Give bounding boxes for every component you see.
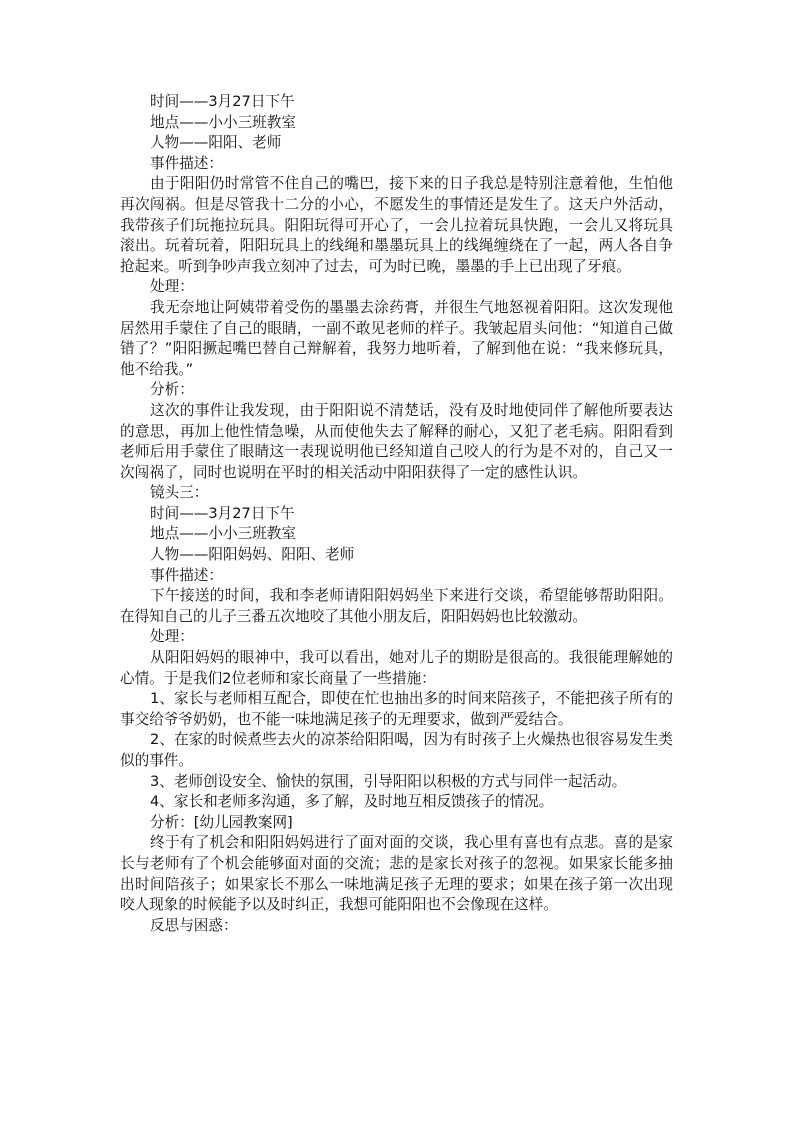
document-body bbox=[120, 92, 673, 936]
analysis-heading: 分析： bbox=[150, 381, 194, 399]
time-line: 时间——3月27日下午 bbox=[150, 93, 295, 110]
measure-item-1: 1、家长与老师相互配合，即使在忙也抽出多的时间来陪孩子，不能把孩子所有的事交给爷爷奶奶，也不能一味地满足孩子的无理要求，做到严爱结合。 bbox=[120, 690, 673, 728]
analysis-paragraph: 这次的事件让我发现，由于阳阳说不清楚话，没有及时地使同伴了解他所要表达的意思，再加上他性情急噪，从而使他失去了解释的耐心，又犯了老毛病。阳阳看到老师后用手蒙住了眼睛这一表现说明他已经知道自己咬人的行为是不对的，自己又一次闯祸了，同时也说明在平时的相关活动中阳阳获得了一定的感性认识。 bbox=[120, 401, 673, 481]
measure-item-2: 2、在家的时候煮些去火的凉茶给阳阳喝，因为有时孩子上火燥热也很容易发生类似的事件。 bbox=[120, 731, 673, 769]
handling-paragraph: 我无奈地让阿姨带着受伤的墨墨去涂药膏，并很生气地怒视着阳阳。这次发现他居然用手蒙住了自己的眼睛，一副不敢见老师的样子。我皱起眉头问他：“知道自己做错了？”阳阳撅起嘴巴替自己辩解着，我努力地听着，了解到他在说：“我来修玩具，他不给我。” bbox=[120, 298, 673, 378]
time-line: 时间——3月27日下午 bbox=[150, 504, 295, 522]
analysis-heading: 分析：[幼儿园教案网] bbox=[150, 813, 293, 831]
location-line: 地点——小小三班教室 bbox=[150, 525, 296, 543]
handling-heading: 处理： bbox=[150, 628, 194, 646]
location-line: 地点——小小三班教室 bbox=[150, 113, 296, 131]
handling-paragraph: 从阳阳妈妈的眼神中，我可以看出，她对儿子的期盼是很高的。我很能理解她的心情。于是我们2位老师和家长商量了一些措施： bbox=[120, 649, 673, 687]
people-line: 人物——阳阳妈妈、阳阳、老师 bbox=[150, 546, 355, 564]
reflection-heading: 反思与困惑： bbox=[150, 916, 238, 934]
measure-item-4: 4、家长和老师多沟通，多了解，及时地互相反馈孩子的情况。 bbox=[150, 793, 554, 811]
event-heading: 事件描述： bbox=[150, 154, 223, 172]
event-heading: 事件描述： bbox=[150, 566, 223, 584]
analysis-paragraph: 终于有了机会和阳阳妈妈进行了面对面的交谈，我心里有喜也有点悲。喜的是家长与老师有了个机会能够面对面的交流；悲的是家长对孩子的忽视。如果家长能多抽出时间陪孩子；如果家长不那么一味地满足孩子无理的要求；如果在孩子第一次出现咬人现象的时候能予以及时纠正，我想可能阳阳也不会像现在这样。 bbox=[120, 834, 673, 914]
people-line: 人物——阳阳、老师 bbox=[150, 134, 282, 152]
event-description-paragraph: 由于阳阳仍时常管不住自己的嘴巴，接下来的日子我总是特别注意着他，生怕他再次闯祸。但是尽管我十二分的小心，不愿发生的事情还是发生了。这天户外活动，我带孩子们玩拖拉玩具。阳阳玩得可开心了，一会儿拉着玩具快跑，一会儿又将玩具滚出。玩着玩着，阳阳玩具上的线绳和墨墨玩具上的线绳缠绕在了一起，两人各自争抢起来。听到争吵声我立刻冲了过去，可为时已晚，墨墨的手上已出现了牙痕。 bbox=[120, 175, 673, 275]
scene-three-heading: 镜头三： bbox=[150, 484, 209, 502]
measure-item-3: 3、老师创设安全、愉快的氛围，引导阳阳以积极的方式与同伴一起活动。 bbox=[150, 772, 627, 790]
handling-heading: 处理： bbox=[150, 278, 194, 296]
event-description-paragraph: 下午接送的时间，我和李老师请阳阳妈妈坐下来进行交谈，希望能够帮助阳阳。在得知自己的儿子三番五次地咬了其他小朋友后，阳阳妈妈也比较激动。 bbox=[120, 587, 673, 625]
